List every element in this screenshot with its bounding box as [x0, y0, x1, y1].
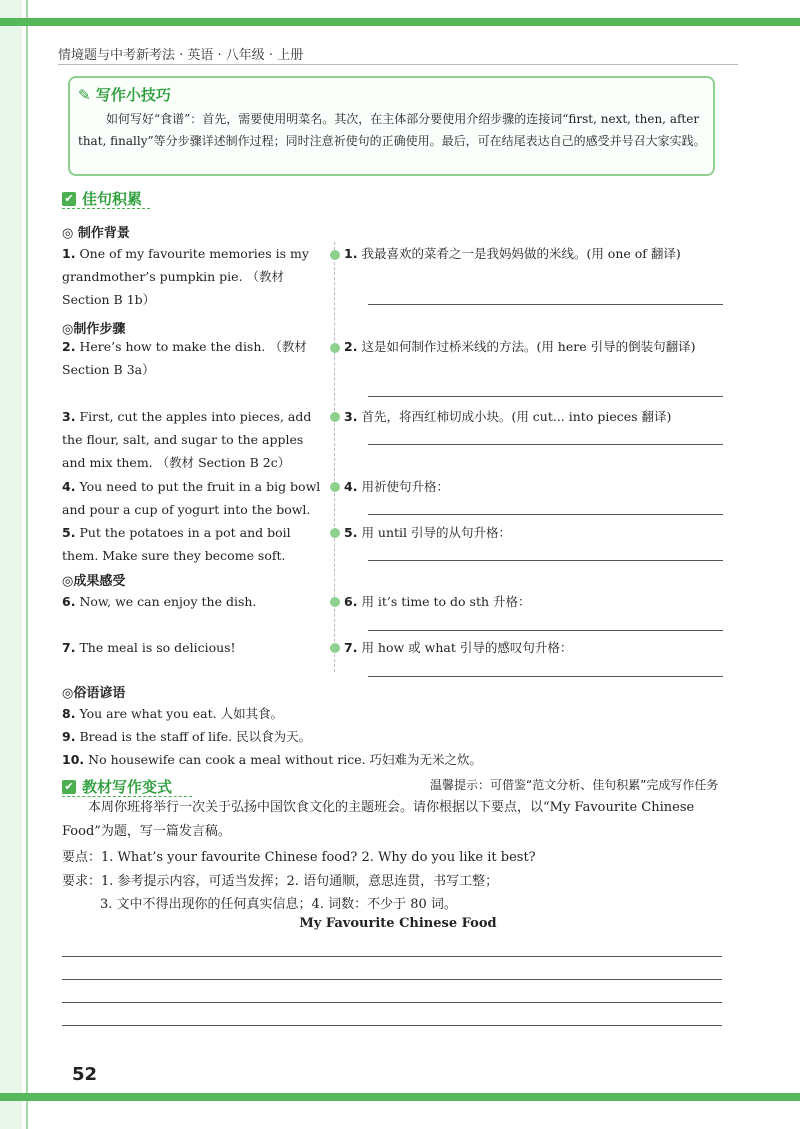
writing-hint: 温馨提示：可借鉴“范文分析、佳句积累”完成写作任务 — [430, 778, 719, 792]
arrow-marker-icon — [330, 343, 340, 353]
left-sentence-7: 7. The meal is so delicious! — [62, 640, 236, 655]
right-task-5: 5. 用 until 引导的从句升格： — [344, 525, 512, 540]
right-task-4: 4. 用祈使句升格： — [344, 479, 449, 494]
right-task-3: 3. 首先，将西红柿切成小块。(用 cut... into pieces 翻译) — [344, 409, 672, 424]
left-sentence-6: 6. Now, we can enjoy the dish. — [62, 594, 257, 609]
answer-line-5[interactable] — [368, 560, 723, 561]
section-title-sentences: ✔ 佳句积累 — [62, 188, 142, 209]
proverb-10: 10. No housewife can cook a meal without rice. 巧妇难为无米之炊。 — [62, 752, 483, 767]
right-task-2: 2. 这是如何制作过桥米线的方法。(用 here 引导的倒装句翻译) — [344, 339, 696, 354]
subheading-proverbs: ◎俗语谚语 — [62, 686, 126, 701]
answer-line-3[interactable] — [368, 444, 723, 445]
right-task-7: 7. 用 how 或 what 引导的感叹句升格： — [344, 640, 573, 655]
check-icon: ✔ — [62, 780, 76, 794]
writing-line[interactable] — [62, 956, 722, 957]
arrow-marker-icon — [330, 250, 340, 260]
proverb-8: 8. You are what you eat. 人如其食。 — [62, 706, 284, 721]
section-underline — [62, 208, 150, 210]
writing-line[interactable] — [62, 1002, 722, 1003]
task-requirements-2: 3. 文中不得出现你的任何真实信息；4. 词数：不少于 80 词。 — [100, 897, 457, 912]
writing-tip-box — [68, 76, 715, 176]
task-intro: 本周你班将举行一次关于弘扬中国饮食文化的主题班会。请你根据以下要点，以“My Favourite Chinese Food”为题，写一篇发言稿。 — [62, 800, 695, 839]
answer-line-4[interactable] — [368, 514, 723, 515]
tip-title: ✎ 写作小技巧 — [78, 86, 171, 104]
right-task-1: 1. 我最喜欢的菜肴之一是我妈妈做的米线。(用 one of 翻译) — [344, 246, 681, 261]
arrow-marker-icon — [330, 412, 340, 422]
pen-icon: ✎ — [78, 86, 91, 104]
left-sentence-4: 4. You need to put the fruit in a big bowl and pour a cup of yogurt into the bowl. — [62, 479, 321, 517]
arrow-marker-icon — [330, 597, 340, 607]
subheading-background: ◎ 制作背景 — [62, 226, 130, 241]
left-sentence-5: 5. Put the potatoes in a pot and boil them. Make sure they become soft. — [62, 525, 291, 563]
right-task-6: 6. 用 it’s time to do sth 升格： — [344, 594, 531, 609]
answer-line-2[interactable] — [368, 396, 723, 397]
answer-line-6[interactable] — [368, 630, 723, 631]
writing-line[interactable] — [62, 979, 722, 980]
answer-line-1[interactable] — [368, 304, 723, 305]
arrow-marker-icon — [330, 643, 340, 653]
side-strip-line — [26, 0, 28, 1129]
left-sentence-1: 1. One of my favourite memories is my grandmother’s pumpkin pie. （教材 Section B 1b） — [62, 246, 309, 307]
task-requirements-1: 要求：1. 参考提示内容，可适当发挥；2. 语句通顺，意思连贯，书写工整； — [62, 874, 499, 889]
side-strip — [0, 0, 22, 1129]
subheading-feelings: ◎成果感受 — [62, 574, 126, 589]
page-number: 52 — [72, 1064, 98, 1085]
column-divider — [334, 242, 335, 672]
subheading-steps: ◎制作步骤 — [62, 322, 126, 337]
left-sentence-2: 2. Here’s how to make the dish. （教材 Section B 3a） — [62, 339, 307, 377]
answer-line-7[interactable] — [368, 676, 723, 677]
bottom-bar — [0, 1093, 800, 1101]
writing-line[interactable] — [62, 1025, 722, 1026]
header-rule — [58, 64, 738, 65]
tip-text: 如何写好“食谱”：首先，需要使用明菜名。其次，在主体部分要使用介绍步骤的连接词“first, next, then, after that, finally”等分步骤详述制作过程；同时注意祈使句的正确使用。最后，可在结尾表达自己的感受并号召大家实践。 — [78, 112, 706, 148]
arrow-marker-icon — [330, 482, 340, 492]
section-title-task: ✔ 教材写作变式 — [62, 776, 172, 797]
arrow-marker-icon — [330, 528, 340, 538]
check-icon: ✔ — [62, 192, 76, 206]
proverb-9: 9. Bread is the staff of life. 民以食为天。 — [62, 729, 312, 744]
essay-title: My Favourite Chinese Food — [299, 916, 497, 931]
running-header: 情境题与中考新考法 · 英语 · 八年级 · 上册 — [58, 48, 304, 63]
left-sentence-3: 3. First, cut the apples into pieces, add the flour, salt, and sugar to the apples and mix them. （教材 Section B 2c） — [62, 409, 312, 470]
task-points: 要点：1. What’s your favourite Chinese food? 2. Why do you like it best? — [62, 850, 536, 865]
page — [58, 0, 738, 1129]
